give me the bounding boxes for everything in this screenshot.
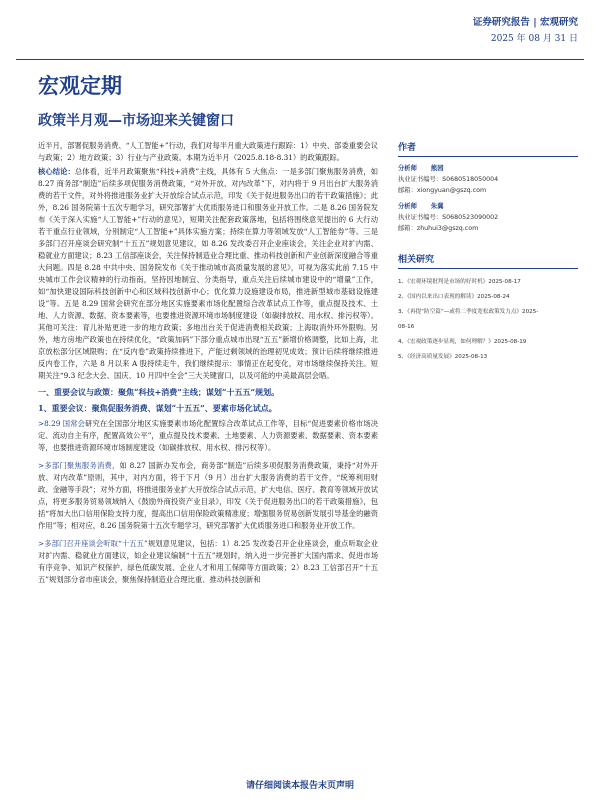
bullet-item	[38, 460, 378, 532]
intro-paragraph: 近半月，部署促服务消费、“人工智能+”行动，我们对每半月重大政策进行跟踪：1）中央、部委重要会议与政策；2）地方政策；3）行业与产业政策。本期为近半月（2025.8.18-8.31）的政策跟踪。	[38, 141, 378, 162]
header-divider	[16, 59, 584, 60]
bullet-text: 研究在全国部分地区实施要素市场化配置综合改革试点工作等，目标“促进要素价格市场决定、流动自主有序，配置高效公平”，重点提及技术要素、土地要素、人力资源要素、数据要素、资本要素等，也要推进资源环境市场制度建设（如碳排放权、用水权、排污权等）。	[38, 419, 378, 452]
related-item[interactable]: 4、《宏观政策逐步显现，如何理解？》2025-08-19	[398, 339, 527, 345]
section-heading-1-1: 1、重要会议：聚焦促服务消费、谋划“十五五”、要素市场化试点。	[38, 403, 277, 413]
analyst-cert: 执业证书编号：S0680523090002	[398, 214, 499, 221]
core-label: 核心结论：	[38, 167, 75, 176]
analyst-cert: 执业证书编号：S0680518050004	[398, 176, 499, 183]
report-header	[473, 14, 578, 44]
analyst-email[interactable]: 邮箱：zhuhui3@gszq.com	[398, 225, 479, 232]
related-item[interactable]: 5、《经济高质量发展》2025-08-13	[398, 354, 488, 360]
analyst-role: 分析师	[398, 203, 417, 210]
report-type: 宏观定期	[38, 74, 122, 98]
analyst-role: 分析师	[398, 165, 417, 172]
bullet-text: 如 8.27 国新办发布会，商务部“制造”后续多项促服务消费政策，秉持“对外开放、对内改革”原则，其中，对内方面，将于下月（9 月）出台扩大服务消费的若干文件，“统筹利用财政、金融等手段”；对外方面，将推进服务业扩大开放综合试点示范，扩大电信、医疗、教育等领域开放试点，将更多服务贸易领域纳入《鼓励外商投资产业目录》，印发《关于促进服务出口的若干政策措施》，包括“将加大出口信用保险支持力度，提高出口信用保险政策精准度；增强服务贸易创新发展引导基金的融资作用”等；相对应，8.26 国务院第十五次专题学习，研究部署扩大优质服务进口和服务业开放工作。	[38, 461, 378, 530]
report-category: 证券研究报告 | 宏观研究	[472, 17, 578, 28]
bullet-item	[38, 418, 378, 454]
page-title: 政策半月观—市场迎来关键窗口	[38, 113, 234, 129]
related-item[interactable]: 1、《宏观环境批判是市场的好时机》2025-08-17	[398, 279, 521, 285]
related-heading: 相关研究	[398, 252, 578, 269]
footer-disclaimer: 请仔细阅读本报告末页声明	[245, 781, 354, 791]
authors-heading: 作者	[398, 140, 578, 157]
analyst-card	[398, 163, 578, 196]
related-item[interactable]: 3、《再提“防空篇”—或将二季度宽松政策发力点》2025-	[398, 309, 539, 315]
analyst-email[interactable]: 邮箱：xiongyuan@gszq.com	[398, 187, 487, 194]
core-text: 总体看，近半月政策聚焦“科技+消费”主线，具体有 5 大焦点：一是多部门聚焦服务消费，如 8.27 商务部“制造”后续多项促服务消费政策，“对外开放、对内改革”下，对内将于 9 月出台扩大服务消费的若干文件，对外将推进服务业扩大开放综合试点示范，印发《关于促进服务出口的若干政策措施》；此外，8.26 国务院第十五次专题学习，研究部署扩大优质服务进口和服务业开放工作。二是 8.26 国务院发布《关于深入实施“人工智能+”行动的意见》，短期关注配套政策落地，包括将围绕意见提出的 6 大行动若干重点行业领域，分别制定“人工智能+”具体实施方案；持续在算力等领域发放“人工智能券”等。三是多部门召开座谈会研究制“十五五”规划意见建议，如 8.26 发改委召开企业座谈会，关注企业对扩内需、稳就业方面建议；8.23 工信部座谈会，关注保持制造业合理比重、推动科技创新和产业创新深度融合等重大问题。四是 8.28 中共中央、国务院发布《关于推动城市高质量发展的意见》，可视为落实此前 7.15 中央城市工作会议精神的行动指南，坚持因地制宜、分类指导，重点关注后续城市建设中的“增量”工作，如“加快建设国际科技创新中心和区域科技创新中心；优化算力设施建设布局，推进新型城市基础设施建设”等。五是 8.29 国常会研究在部分地区实施要素市场化配置综合改革试点工作等，重点提及技术、土地、人力资源、数据、资本要素等，也要推进资源环境市场制度建设（如碳排放权、用水权、排污权等）。其他可关注：育儿补贴更进一步的地方政策；多地出台关于促进消费相关政策；上海取消外环外限购。另外，地方房地产政策也在持续优化，“政策加码”下部分重点城市出现“五五”新增价格调整，比如上海，北京放松部分区域限购；在“反内卷”政策持续推进下，产能过剩领域的治理初见成效；预计后续将继续推进反内卷工作，六是 8 月以来 A 股持续走牛，我们继续提示：事情正在起变化，对市场继续保持关注。短期关注“9.3 纪念大会、国庆、10 月四中全会”三大关键窗口，以及可能的中美最高层会晤。	[38, 167, 378, 380]
sidebar	[398, 140, 578, 365]
main-body	[38, 140, 378, 592]
bullet-text: 规划意见建议，包括：1）8.25 发改委召开企业座谈会，重点听取企业对扩内需、稳就业方面建议，如企业建议编制“十五五”规划时，纳入进一步完善扩大国内需求、促进市场有序竞争、知识产权保护、绿色低碳发展、企业人才和用工保障等方面政策；2）8.23 工信部召开“十五五”规划部分省市座谈会，聚焦保持制造业合理比重、推动科技创新和	[38, 539, 378, 584]
core-conclusion	[38, 166, 378, 382]
bullet-label: >多部门聚焦服务消费，	[38, 461, 120, 470]
related-item[interactable]: 08-16	[398, 324, 415, 330]
analyst-name: 熊园	[430, 165, 444, 172]
related-item[interactable]: 2、《国内以来出口表现的解读》2025-08-24	[398, 294, 510, 300]
related-list	[398, 275, 578, 365]
section-heading-1: 一、重要会议与政策：聚焦“科技+消费”主线；谋划“十五五”规划。	[38, 387, 280, 397]
analyst-card	[398, 201, 578, 234]
report-date: 2025 年 08 月 31 日	[490, 34, 578, 44]
bullet-label: >多部门召开座谈会听取“十五五”	[38, 539, 148, 548]
analyst-name: 朱冀	[430, 203, 444, 210]
bullet-label: >8.29 国常会	[38, 419, 86, 428]
bullet-item	[38, 538, 378, 586]
